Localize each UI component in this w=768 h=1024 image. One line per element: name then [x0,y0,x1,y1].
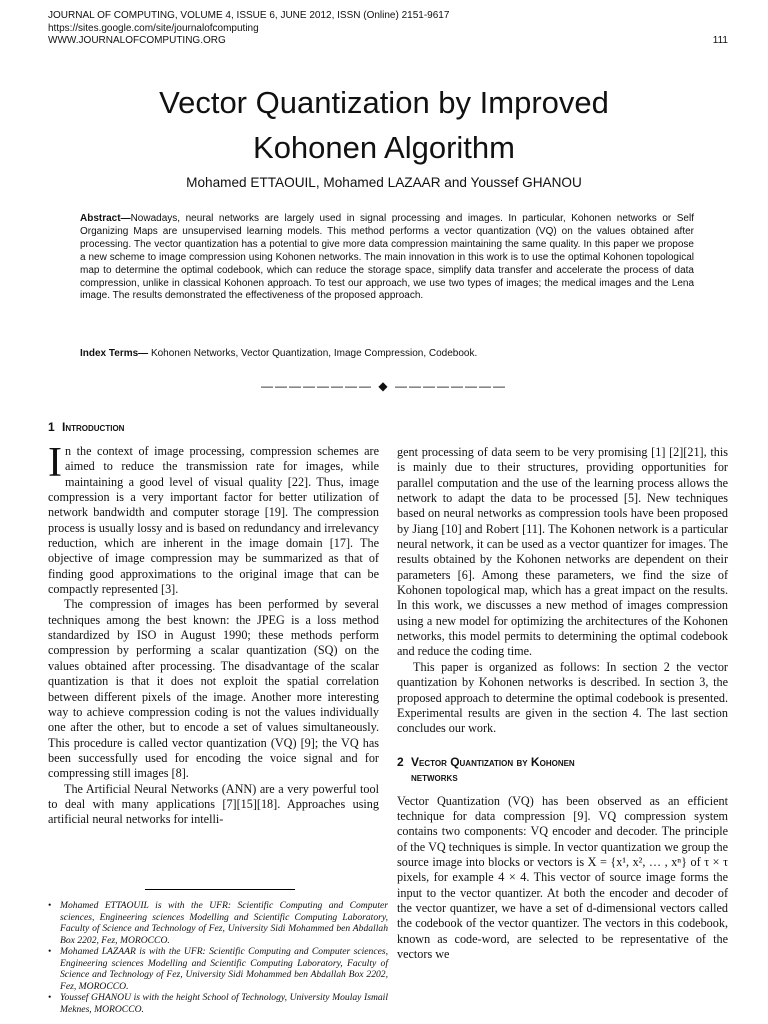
section-2-title-2: networks [411,769,458,784]
running-header [48,10,728,48]
abstract-text: Nowadays, neural networks are largely used in signal processing and images. In particular, Kohonen networks or Self Organizing Maps are unsupervised learning models. This method performs a vector quantization (VQ) on the values obtained after processing. The vector quantization has a potential to give more data compression maintaining the same quality. In this paper we propose a new scheme to image compression using Kohonen networks. The main innovation in this work is to use the optimal Kohonen topological map to determine the optimal codebook, which can reduce the storage space, simplify data transfer and accelerate the process of data compression, unlike in classical Kohonen approach. To test our approach, we use two types of images; the medical images and the Lena image. The results demonstrated the effectiveness of the proposed approach. [80,213,694,302]
intro-paragraph-3: The Artificial Neural Networks (ANN) are a very powerful tool to deal with many applications [7][15][18]. Approaches using artificial neural networks for intelli- [48,781,379,827]
authors: Mohamed ETTAOUIL, Mohamed LAZAAR and Youssef GHANOU [186,175,582,190]
section-2-heading [397,755,728,785]
section-2-number: 2 [397,754,404,769]
section-2-title-1: Vector Quantization by Kohonen [411,754,575,769]
footnote-2: • Mohamed LAZAAR is with the UFR: Scientific Computing and Computer sciences, Engineering sciences Modelling and Scientific Computing Laboratory, Faculty of Science and Technology of Fez, University Sidi Mohammed ben Abdallah Box 2202, Fez, MOROCCO. [48,946,388,992]
index-terms: Index Terms— Kohonen Networks, Vector Quantization, Image Compression, Codebook. [80,348,478,359]
page-number: 111 [712,35,728,46]
journal-line: JOURNAL OF COMPUTING, VOLUME 4, ISSUE 6, JUNE 2012, ISSN (Online) 2151-9617 [48,10,450,21]
section-1-heading [48,420,379,435]
journal-site[interactable]: WWW.JOURNALOFCOMPUTING.ORG [48,35,226,46]
section-1-number: 1 [48,420,55,434]
title-line-1: Vector Quantization by Improved [159,85,609,120]
index-terms-label: Index Terms [80,348,139,359]
math-block: τ × τ [704,854,728,869]
section-1-title: Introduction [62,420,125,434]
section-divider: ———————— ◆ ———————— [261,379,507,393]
footnote-3: • Youssef GHANOU is with the height School of Technology, University Moulay Ismail Meknes, MOROCCO. [48,992,388,1015]
drop-cap: I [48,440,62,486]
journal-url[interactable]: https://sites.google.com/site/journalofcomputing [48,22,259,34]
index-terms-text: Kohonen Networks, Vector Quantization, Image Compression, Codebook. [150,348,478,359]
intro-paragraph-4: gent processing of data seem to be very promising [1] [2][21], this is mainly due to their structures, providing opportunities for parallel computation and the use of the learning process allows the network to adapt the data to be processed [5]. New techniques based on neural networks as compression tools have been proposed by Jiang [10] and Robert [11]. The Kohonen network is a particular neural network, it can be used as a vector quantizer for images. The results obtained by the Kohonen networks are dependent on their parameters [6]. Among these parameters, we find the size of Kohonen topological map, which has a great impact on the results. In this work, we discusses a new method of images compression using a new model for optimizing the architectures of the Kohonen networks, this model permits to determining the optimal codebook and reduce the coding time. [397,445,728,659]
intro-paragraph-2: The compression of images has been performed by several techniques among the best known: the JPEG is a loss method standardized by ISO in August 1990; these methods perform compression by performing a scalar quantization (SQ) on the values obtained after processing. The disadvantage of the scalar quantization is that it does not exploit the spatial correlation between different pixels of the image. Another more interesting way to achieve compression coding is not the values individually one after the other, but to encode a set of values simultaneously. This procedure is called vector quantization (VQ) [9]; the VQ has been successfully used for encoding the voice signal and for compressing still images [8]. [48,597,379,781]
section-2-paragraph-1: Vector Quantization (VQ) has been observed as an efficient technique for data compression [9]. VQ compression system contains two components: VQ encoder and decoder. The principle of the VQ techniques is simple. In vector quantization we group the source image into blocks or vectors is X = {x¹, x², … , xⁿ} of τ × τ pixels, for example 4 × 4. This vector of source image forms the input to the vector quantizer. At both the encoder and decoder of the vector quantizer, we have a set of d-dimensional vectors called the codebook of the vector quantizer. The vectors in this codebook, known as code-word, are selected to be representative of the vectors we [397,793,728,961]
abstract-label: Abstract [80,213,121,224]
footnote-1: • Mohamed ETTAOUIL is with the UFR: Scientific Computing and Computer sciences, Engineering sciences Modelling and Scientific Computing Laboratory, Faculty of Science and Technology of Fez, University Sidi Mohammed ben Abdallah Box 2202, Fez, MOROCCO. [48,900,388,946]
intro-paragraph-5: This paper is organized as follows: In section 2 the vector quantization by Kohonen networks is described. In section 3, the proposed approach to determine the optimal codebook is presented. Experimental results are given in the section 4. The last section concludes our work. [397,659,728,736]
intro-paragraph-1: In the context of image processing, compression schemes are aimed to reduce the transmission rate for images, while maintaining a good level of visual quality [22]. Thus, image compression is a very important factor for better utilization of network bandwidth and computer storage [19]. The compression process is usually lossy and is based on redundancy and irrelevancy reduction, which are inherent in the image domain [17]. The objective of image compression may be summarized as that of finding good approximations to the original image that can be compactly represented [3]. [48,440,379,597]
footnotes [48,900,388,1015]
column-left [48,420,379,828]
paper-title [48,80,720,170]
math-set: X = {x¹, x², … , xⁿ} [587,854,687,869]
math-example: 4 × 4 [498,870,527,885]
footnote-rule [145,889,295,890]
abstract: Abstract—Nowadays, neural networks are largely used in signal processing and images. In particular, Kohonen networks or Self Organizing Maps are unsupervised learning models. This method performs a vector quantization (VQ) on the values obtained after processing. The vector quantization has a potential to give more data compression maintaining the same quality. In this paper we propose a new scheme to image compression using Kohonen networks. The main innovation in this work is to use the optimal Kohonen topological map to determine the optimal codebook, which can reduce the storage space, simplify data transfer and accelerate the process of data compression, unlike in classical Kohonen approach. To test our approach, we use two types of images; the medical images and the Lena image. The results demonstrated the effectiveness of the proposed approach. [80,213,694,302]
title-line-2: Kohonen Algorithm [253,130,515,165]
column-right [397,445,728,962]
